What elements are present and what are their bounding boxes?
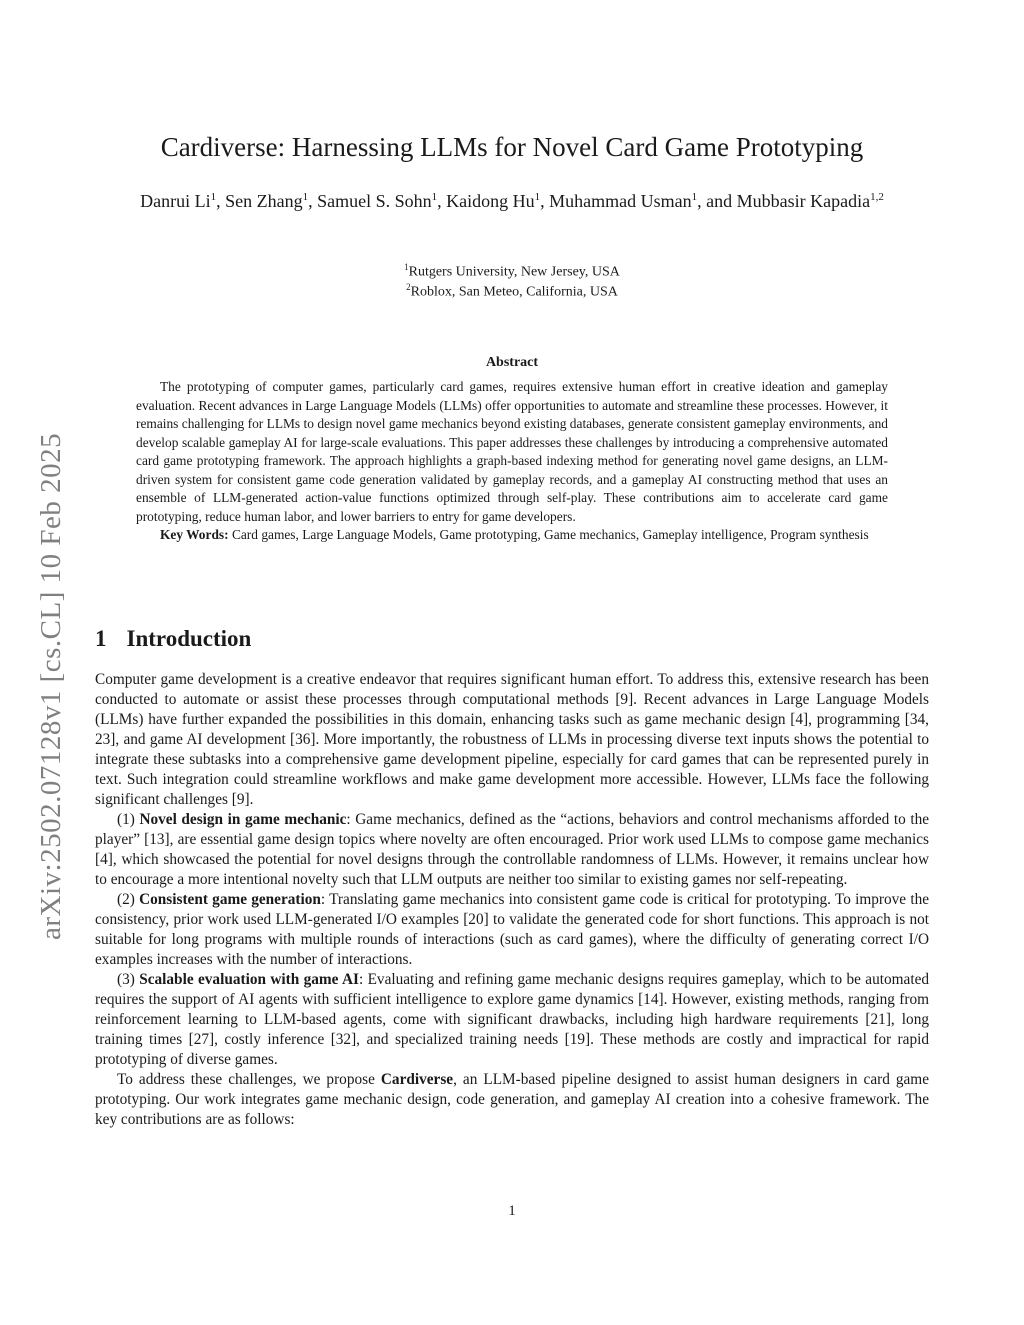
author-name: Sen Zhang	[225, 191, 303, 211]
challenge-paragraph	[95, 970, 929, 1070]
author-name: Muhammad Usman	[549, 191, 692, 211]
challenge-label: (2)	[117, 891, 135, 908]
section-heading	[95, 626, 251, 652]
challenge-text: : Translating game mechanics into consistent game code is critical for prototyping. To improve the consistency, prior work used LLM-generated I/O examples [20] to validate the generated code for short functions. This approach is not suitable for long programs with multiple rounds of interactions (such as card games), where the difficulty of generating correct I/O examples increases with the number of interactions.	[95, 891, 930, 968]
affiliation-mark: 2	[406, 282, 411, 292]
challenge-paragraph	[95, 810, 929, 890]
author-affiliation-mark: 1	[431, 191, 438, 203]
challenge-text: : Evaluating and refining game mechanic designs requires gameplay, which to be automated requires the support of AI agents with sufficient intelligence to explore game dynamics [14]. However, existing methods, ranging from reinforcement learning to LLM-based agents, come with significant drawbacks, including high hardware requirements [21], long training times [27], costly inference [32], and specialized training needs [19]. These methods are costly and impractical for rapid prototyping of diverse games.	[95, 971, 930, 1068]
system-name: Cardiverse	[380, 1071, 454, 1088]
affiliation-line	[0, 282, 1024, 301]
section-title: Introduction	[126, 626, 252, 651]
abstract-block	[136, 378, 888, 545]
author-list: Danrui Li$^1$, Sen Zhang$^1$, Samuel S. Sohn$^1$, Kaidong Hu$^1$, Muhammad Usman$^1$, and Mubbasir Kapadia$^{1,2}$	[140, 191, 884, 211]
page-number: 1	[508, 1203, 516, 1219]
challenge-paragraph	[95, 890, 929, 970]
author-affiliation-mark: 1	[534, 191, 541, 203]
keywords-text: Card games, Large Language Models, Game prototyping, Game mechanics, Gameplay intelligence, Program synthesis	[231, 527, 869, 542]
keywords-label: Key Words:	[160, 527, 229, 542]
affiliation-mark: 1	[404, 262, 409, 272]
author-name: Kaidong Hu	[446, 191, 535, 211]
challenge-title: Consistent game generation	[139, 891, 321, 908]
author-affiliation-mark: 1	[302, 191, 309, 203]
keywords-line	[136, 526, 888, 545]
closing-text-post: , an LLM-based pipeline designed to assist human designers in card game prototyping. Our work integrates game mechanic design, code generation, and gameplay AI creation into a cohesive framework. The key contributions are as follows:	[95, 1071, 929, 1128]
section-body	[95, 670, 929, 1130]
author-affiliation-mark: 1	[691, 191, 698, 203]
challenge-title: Novel design in game mechanic	[139, 811, 347, 828]
challenge-text: : Game mechanics, defined as the “actions, behaviors and control mechanisms afforded to the player” [13], are essential game design topics where novelty are often encouraged. Prior work used LLMs to compose game mechanics [4], which showcased the potential for novel designs through the controllable randomness of LLMs. However, it remains unclear how to encourage a more intentional novelty such that LLM outputs are neither too similar to existing games nor self-repeating.	[95, 811, 930, 888]
author-affiliation-mark: 1	[210, 191, 217, 203]
challenge-label: (1)	[117, 811, 135, 828]
affiliation-text: Rutgers University, New Jersey, USA	[408, 264, 620, 280]
author-connector: and	[706, 191, 733, 211]
challenge-label: (3)	[117, 971, 135, 988]
author-name: Danrui Li	[140, 191, 211, 211]
closing-text-pre: To address these challenges, we propose	[117, 1071, 375, 1088]
body-paragraph: Computer game development is a creative endeavor that requires significant human effort. To address this, extensive research has been conducted to automate or assist these processes through computational methods [9]. Recent advances in Large Language Models (LLMs) have further expanded the possibilities in this domain, enhancing tasks such as game mechanic design [4], programming [34, 23], and game AI development [36]. More importantly, the robustness of LLMs in processing diverse text inputs shows the potential to integrate these subtasks into a comprehensive game development pipeline, especially for card games that can be represented purely in text. Such integration could streamline workflows and make game development more accessible. However, LLMs face the following significant challenges [9].	[95, 671, 929, 808]
affiliation-text: Roblox, San Meteo, California, USA	[410, 284, 618, 300]
abstract-heading: Abstract	[485, 355, 539, 370]
abstract-text: The prototyping of computer games, particularly card games, requires extensive human effort in creative ideation and gameplay evaluation. Recent advances in Large Language Models (LLMs) offer opportunities to automate and streamline these processes. However, it remains challenging for LLMs to design novel game mechanics beyond existing databases, generate consistent gameplay environments, and develop scalable gameplay AI for large-scale evaluations. This paper addresses these challenges by introducing a comprehensive automated card game prototyping framework. The approach highlights a graph-based indexing method for generating novel game designs, an LLM-driven system for consistent game code generation validated by gameplay records, and a gameplay AI constructing method that uses an ensemble of LLM-generated action-value functions optimized through self-play. These contributions aim to accelerate card game prototyping, reduce human labor, and lower barriers to entry for game developers.	[136, 379, 888, 524]
affiliation-line	[0, 262, 1024, 281]
closing-paragraph	[95, 1070, 929, 1130]
author-name: Mubbasir Kapadia	[736, 191, 871, 211]
arxiv-identifier[interactable]: arXiv:2502.07128v1 [cs.CL] 10 Feb 2025	[35, 432, 67, 940]
author-name: Samuel S. Sohn	[317, 191, 432, 211]
paper-title: Cardiverse: Harnessing LLMs for Novel Card Game Prototyping	[160, 132, 864, 162]
challenge-title: Scalable evaluation with game AI	[139, 971, 359, 988]
author-affiliation-mark: 1,2	[870, 191, 884, 203]
section-number: 1	[95, 626, 107, 651]
